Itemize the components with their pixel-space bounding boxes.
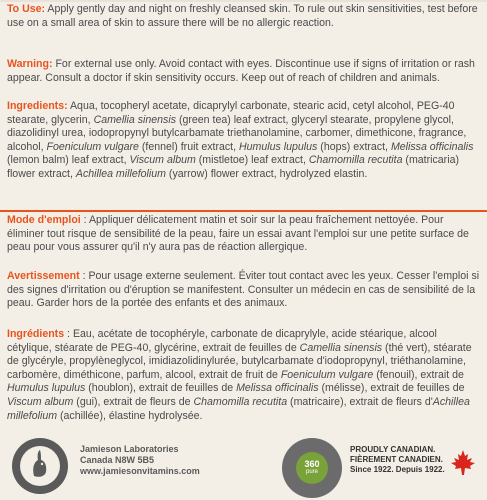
- ingredient-text: (fenouil), extrait de: [373, 368, 464, 381]
- ingredient-text: (achillée), élastine hydrolysée.: [57, 409, 203, 422]
- ingredient-text: (mistletoe) leaf extract,: [195, 154, 309, 167]
- proudly-canadian: [350, 445, 445, 475]
- ingredient-text: Aqua, tocopheryl acetate, dicaprylyl carbonate, stearic acid, cetyl alcohol, PEG-40 stearate, glycerin,: [7, 100, 455, 126]
- to-use-label: To Use:: [7, 3, 46, 15]
- section-warning: [7, 58, 482, 85]
- badge-number: 360: [304, 459, 320, 469]
- botanical-name: Humulus lupulus: [7, 382, 86, 395]
- botanical-name: Camellia sinensis: [93, 113, 176, 126]
- section-divider: [0, 210, 487, 212]
- ingredient-text: (thé vert), stéarate de glycéryle, propylèneglycol, imidiazolidinylurée, butylcarbamate d'iodopropynyl, triéthanolamine, carbomère, diméthicone, parfum, alcool, extrait de fruit de: [7, 341, 472, 381]
- botanical-name: Viscum album: [129, 154, 196, 167]
- ingredient-text: (hops) extract,: [317, 140, 391, 153]
- botanical-name: Achillea millefolium: [75, 167, 166, 180]
- ingredient-text: : Eau, acétate de tocophéryle, carbonate de dicaprylyle, acide stéarique, alcool cétylique, stéarate de PEG-40, glycérine, extrait de feuilles de: [7, 328, 437, 354]
- canada-line-fr: FIÈREMENT CANADIEN.: [350, 455, 443, 464]
- botanical-name: Foeniculum vulgare: [46, 140, 139, 153]
- botanical-name: Achillea millefolium: [7, 395, 470, 422]
- ingredient-text: (houblon), extrait de feuilles de: [85, 382, 237, 395]
- warning-text: For external use only. Avoid contact with eyes. Discontinue use if signs of irritation or rash appear. Consult a doctor if skin sensitivity occurs. Keep out of reach of children and animals.: [7, 58, 475, 84]
- section-to-use: [7, 3, 482, 30]
- company-website: www.jamiesonvitamins.com: [80, 466, 200, 476]
- company-postal: Canada N8W 5B5: [80, 455, 155, 465]
- canada-since: Since 1922. Depuis 1922.: [350, 465, 445, 474]
- warning-label: Warning:: [7, 58, 53, 70]
- section-mode-emploi: [7, 214, 482, 255]
- section-ingredients-fr: [7, 328, 482, 423]
- ingredient-text: (lemon balm) leaf extract,: [7, 154, 130, 167]
- botanical-name: Melissa officinalis: [390, 140, 474, 153]
- avertissement-text: : Pour usage externe seulement. Éviter tout contact avec les yeux. Cesser l'emploi si des signes d'irritation ou d'éruption se manifestent. Consulter un médecin en cas de sensibilité de la peau. Garder hors de la portée des enfants et des animaux.: [7, 270, 480, 310]
- no-animal-testing-seal: [12, 438, 68, 494]
- ingredients-label: Ingredients:: [7, 100, 68, 112]
- ingredient-text: (yarrow) flower extract, hydrolyzed elastin.: [165, 167, 368, 180]
- maple-leaf-icon: [448, 448, 478, 478]
- top-band: [0, 0, 487, 2]
- botanical-name: Camellia sinensis: [299, 341, 383, 354]
- ingredient-text: (matricaria) flower extract,: [7, 154, 459, 180]
- mode-emploi-text: : Appliquer délicatement matin et soir sur la peau fraîchement nettoyée. Pour éliminer tout risque de sensibilité de la peau, faire un essai avant l'emploi sur une petite surface de peau pour vous assurer qu'il n'y aura pas de réaction allergique.: [7, 214, 469, 254]
- ingredient-text: (fennel) fruit extract,: [138, 140, 240, 153]
- ingredient-text: (gui), extrait de fleurs de: [73, 395, 194, 408]
- quality-badge: [282, 438, 342, 498]
- company-info: [80, 444, 200, 477]
- to-use-text: Apply gently day and night on freshly cleansed skin. To rule out skin sensitivities, test before use on a small area of skin to assure there will be no allergic reaction.: [7, 3, 478, 29]
- botanical-name: Foeniculum vulgare: [280, 368, 374, 381]
- section-ingredients: [7, 100, 482, 182]
- canada-line-en: PROUDLY CANADIAN.: [350, 445, 436, 454]
- company-name: Jamieson Laboratories: [80, 444, 179, 454]
- mode-emploi-label: Mode d'emploi: [7, 214, 81, 226]
- botanical-name: Humulus lupulus: [239, 140, 318, 153]
- rabbit-icon: [12, 438, 68, 494]
- botanical-name: Melissa officinalis: [236, 382, 319, 395]
- botanical-name: Viscum album: [7, 395, 74, 408]
- botanical-name: Chamomilla recutita: [193, 395, 288, 408]
- botanical-name: Chamomilla recutita: [308, 154, 403, 167]
- ingredients-fr-label: Ingrédients: [7, 328, 65, 340]
- ingredient-text: (mélisse), extrait de feuilles de: [318, 382, 465, 395]
- ingredient-text: (matricaire), extrait de fleurs d': [287, 395, 433, 408]
- badge-word: pure: [305, 469, 318, 475]
- section-avertissement: [7, 270, 482, 311]
- avertissement-label: Avertissement: [7, 270, 80, 282]
- ingredient-text: (green tea) leaf extract, glyceryl stearate, propylene glycol, diazolidinyl urea, iodopropynyl butylcarbamate triethanolamine, carbomer, dimethicone, fragrance, alcohol,: [7, 113, 467, 153]
